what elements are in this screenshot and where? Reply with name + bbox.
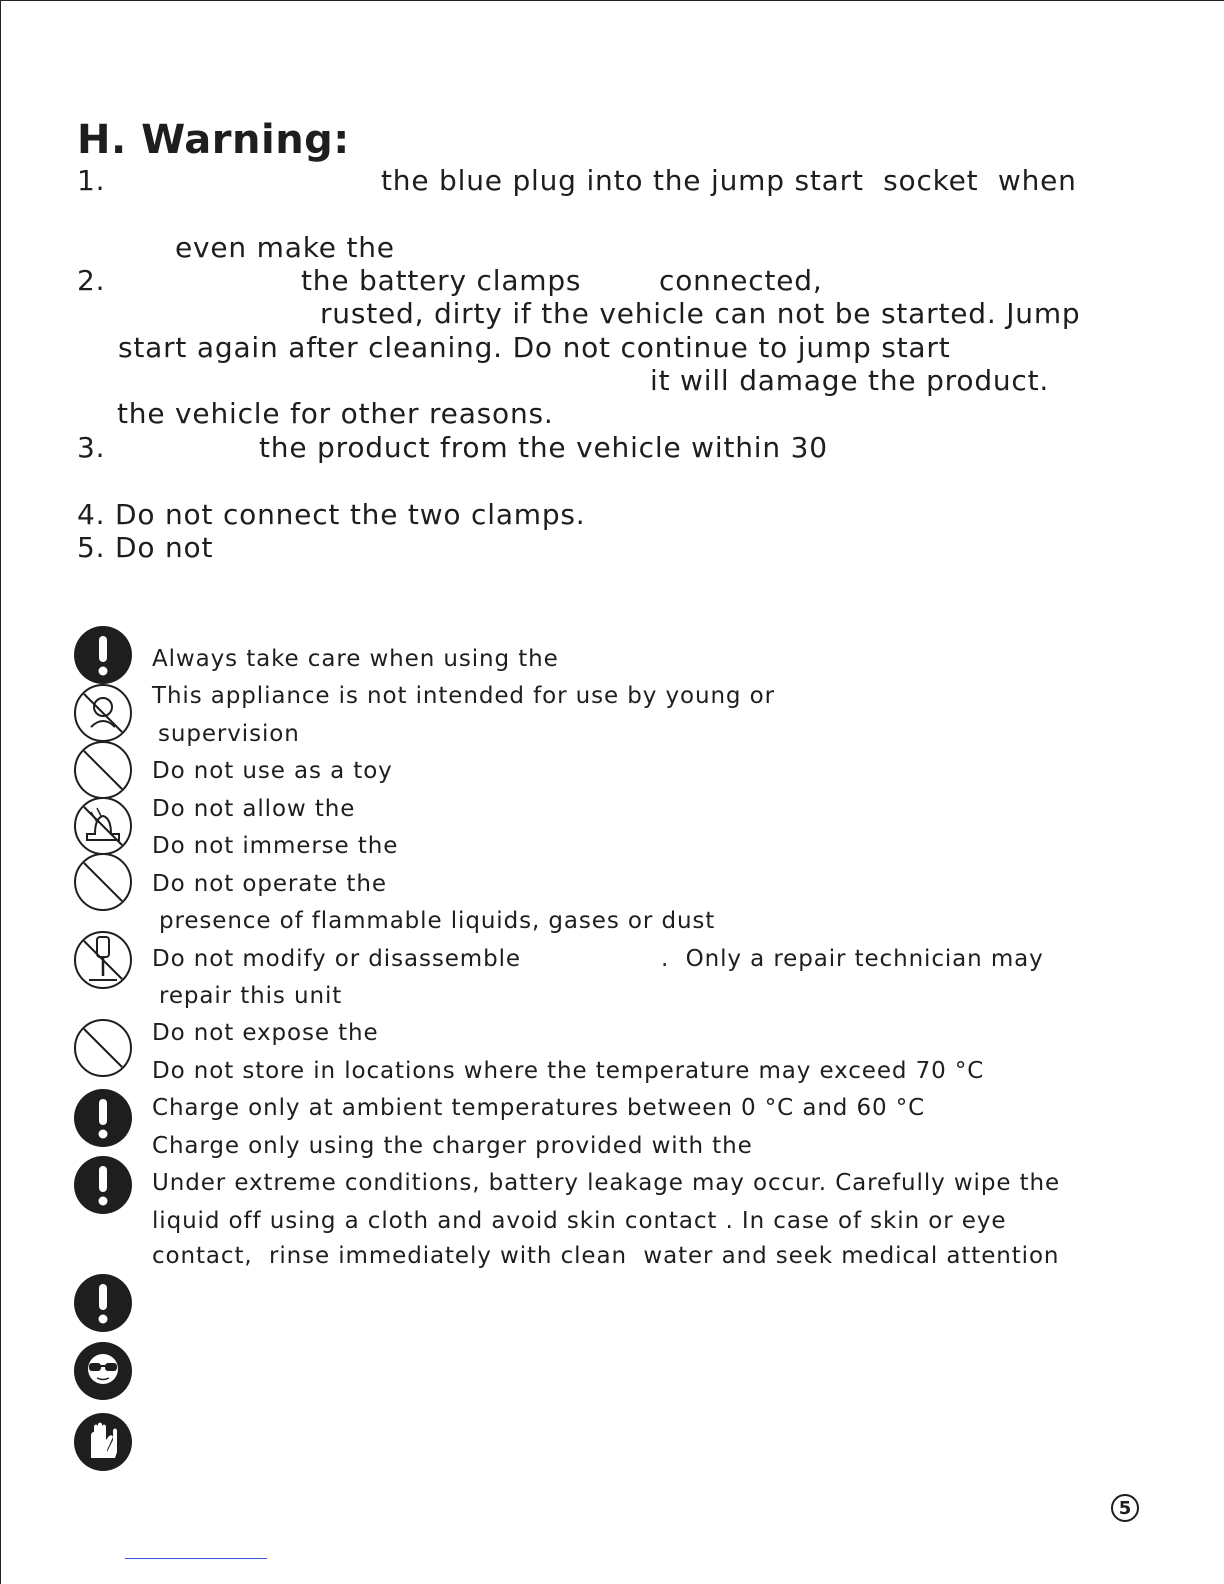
exclamation-icon xyxy=(73,1088,133,1148)
no-children-icon xyxy=(73,683,133,743)
safety-line: Do not operate the xyxy=(152,871,387,897)
exclamation-icon xyxy=(73,1273,133,1333)
warning-2-line-a: the battery clamps xyxy=(301,264,582,297)
safety-line: presence of flammable liquids, gases or dust xyxy=(159,908,716,934)
safety-gloves-icon xyxy=(73,1412,133,1472)
warning-2-line-d: start again after cleaning. Do not continue to jump start xyxy=(118,331,951,364)
safety-line: Charge only at ambient temperatures between 0 °C and 60 °C xyxy=(152,1095,926,1121)
no-wet-icon xyxy=(73,796,133,856)
page-border-left xyxy=(0,0,1,1584)
safety-line: Do not immerse the xyxy=(152,833,399,859)
warning-3-line-a: the product from the vehicle within 30 xyxy=(259,431,828,464)
exclamation-icon xyxy=(73,625,133,685)
prohibited-icon xyxy=(73,740,133,800)
warning-1-line-a: the blue plug into the jump start socket when xyxy=(381,164,1077,197)
warning-2-line-e: it will damage the product. xyxy=(650,364,1050,397)
safety-line: Do not use as a toy xyxy=(152,758,393,784)
warning-2-line-b: connected, xyxy=(659,264,823,297)
exclamation-icon xyxy=(73,1155,133,1215)
safety-goggles-icon xyxy=(73,1341,133,1401)
safety-line: Do not store in locations where the temperature may exceed 70 °C xyxy=(152,1058,985,1084)
safety-line: repair this unit xyxy=(159,983,343,1009)
no-disassemble-icon xyxy=(73,930,133,990)
section-heading: H. Warning: xyxy=(77,117,350,163)
safety-line: Always take care when using the xyxy=(152,646,559,672)
safety-line: Do not modify or disassemble xyxy=(152,946,521,972)
warning-2-line-f: the vehicle for other reasons. xyxy=(117,397,554,430)
page-number: 5 xyxy=(1118,1498,1132,1519)
warning-5: 5. Do not xyxy=(77,531,214,564)
safety-line: . Only a repair technician may xyxy=(661,946,1044,972)
warning-2-number: 2. xyxy=(77,264,106,297)
warning-1-line-b: even make the xyxy=(175,231,395,264)
warning-2-line-c: rusted, dirty if the vehicle can not be started. Jump xyxy=(320,297,1081,330)
warning-3-number: 3. xyxy=(77,431,106,464)
page-border-top xyxy=(0,0,1224,1)
safety-line: Under extreme conditions, battery leakage may occur. Carefully wipe the xyxy=(152,1170,1061,1196)
safety-line: Charge only using the charger provided with the xyxy=(152,1133,753,1159)
safety-line: supervision xyxy=(158,721,300,747)
prohibited-icon xyxy=(73,1018,133,1078)
warning-1-number: 1. xyxy=(77,164,106,197)
safety-line: This appliance is not intended for use by young or xyxy=(152,683,775,709)
warning-4: 4. Do not connect the two clamps. xyxy=(77,498,586,531)
page-number-badge xyxy=(1110,1493,1140,1523)
safety-line: Do not allow the xyxy=(152,796,356,822)
safety-line: liquid off using a cloth and avoid skin contact . In case of skin or eye xyxy=(152,1208,1007,1234)
safety-line: contact, rinse immediately with clean water and seek medical attention xyxy=(152,1243,1060,1269)
link-underline xyxy=(125,1558,267,1559)
safety-line: Do not expose the xyxy=(152,1020,379,1046)
prohibited-icon xyxy=(73,852,133,912)
